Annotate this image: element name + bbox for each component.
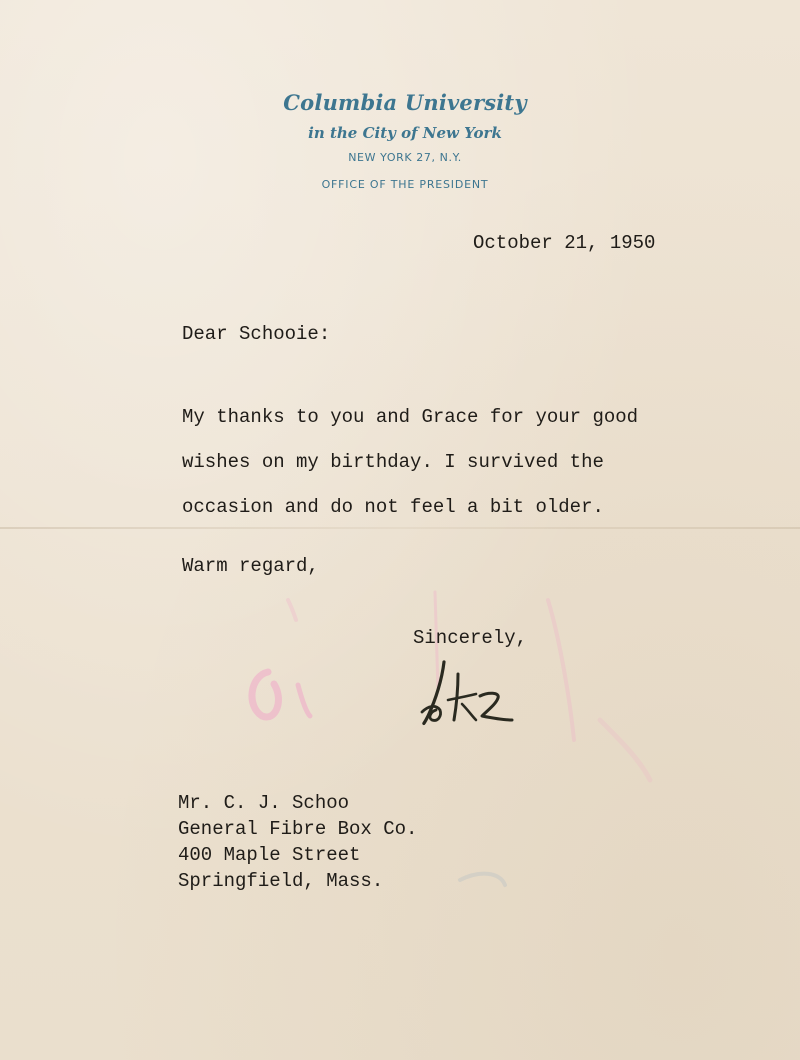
address-line: Springfield, Mass. <box>178 870 384 892</box>
closing-regard: Warm regard, <box>182 555 319 577</box>
body-line: My thanks to you and Grace for your good <box>182 406 639 428</box>
body-line: wishes on my birthday. I survived the <box>182 451 604 473</box>
letterhead-title: Columbia University <box>283 90 527 115</box>
recipient-address <box>178 790 417 894</box>
letterhead-address: NEW YORK 27, N.Y. <box>348 151 462 164</box>
address-line: General Fibre Box Co. <box>178 818 418 840</box>
complimentary-close: Sincerely, <box>413 627 528 649</box>
salutation: Dear Schooie: <box>182 323 331 345</box>
address-line: Mr. C. J. Schoo <box>178 792 350 814</box>
address-line: 400 Maple Street <box>178 844 361 866</box>
handwritten-signature <box>414 654 524 734</box>
letterhead-office: OFFICE OF THE PRESIDENT <box>321 178 489 191</box>
body-line: occasion and do not feel a bit older. <box>182 496 604 518</box>
letterhead-subtitle: in the City of New York <box>308 124 502 142</box>
letter-date: October 21, 1950 <box>473 232 656 254</box>
letter-body <box>182 395 742 530</box>
